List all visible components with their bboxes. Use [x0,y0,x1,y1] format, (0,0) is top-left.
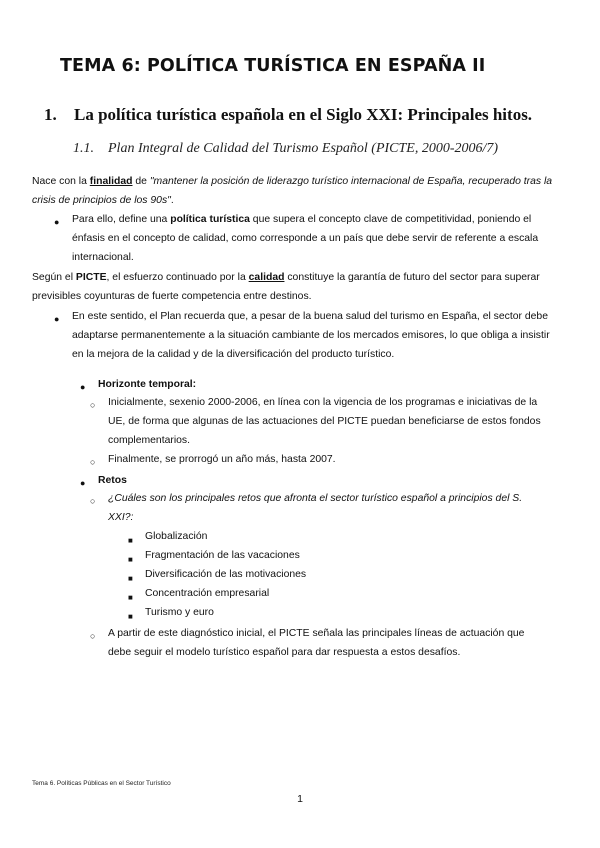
reto-item: Turismo y euro [145,607,214,618]
p1-end: . [170,195,174,206]
p1-quote: "mantener la posición de liderazgo turístico internacional de España, recuperado tras la crisis de principios de los 90s" [32,176,553,206]
p2-mid: , el esfuerzo continuado por la [106,272,249,283]
p2-pre: Según el [32,272,76,283]
retos-question: ¿Cuáles son los principales retos que afronta el sector turístico español a principios del S. XXI?: [108,493,523,523]
section-heading [44,105,532,125]
bullet-dot-icon: ● [54,217,60,227]
bullet-square-icon: ■ [128,536,133,545]
page-number: 1 [297,793,303,805]
b1-pre: Para ello, define una [72,214,171,225]
p2-term2: calidad [248,272,285,283]
p2-term1: PICTE [75,272,107,283]
bullet-square-icon: ■ [128,555,133,564]
subsection-text: Plan Integral de Calidad del Turismo Español (PICTE, 2000-2006/7) [108,141,499,156]
bullet-plan: En este sentido, el Plan recuerda que, a pesar de la buena salud del turismo en España, el sector debe adaptarse permanentemente a la situación cambiante de los mercados emisores, lo que obliga a insistir en la mejora de la calidad y de la diversificación del producto turístico. [72,311,550,360]
b1-term: política turística [170,214,250,225]
horizonte-item-2: Finalmente, se prorrogó un año más, hasta 2007. [108,454,336,465]
bullet-dot-icon: ● [80,382,86,392]
bullet-square-icon: ■ [128,574,133,583]
reto-item: Fragmentación de las vacaciones [145,550,300,561]
p1-term: finalidad [89,176,133,187]
horizonte-item-1: Inicialmente, sexenio 2000-2006, en línea con la vigencia de los programas e iniciativas de la UE, de forma que algunas de las actuaciones del PICTE puedan beneficiarse de estos fondos complementarios. [108,397,541,446]
bullet-circle-icon: ○ [90,496,96,506]
retos-label: Retos [98,475,127,486]
p1-mid: de [132,176,150,187]
subsection-number: 1.1. [73,141,94,156]
bullet-square-icon: ■ [128,593,133,602]
bullet-dot-icon: ● [54,314,60,324]
p2-post: constituye la garantía de futuro del sector para superar previsibles coyunturas de fuerte competencia entre destinos. [32,272,540,302]
bullet-circle-icon: ○ [90,400,96,410]
page-footer: Tema 6. Políticas Públicas en el Sector Turístico [32,780,171,787]
reto-item: Diversificación de las motivaciones [145,569,307,580]
section-text: La política turística española en el Siglo XXI: Principales hitos. [74,105,533,124]
subsection-heading [73,141,498,157]
b1-post: que supera el concepto clave de competitividad, poniendo el énfasis en el concepto de calidad, como corresponde a un país que debe servir de referente a escala internacional. [72,214,539,263]
bullet-circle-icon: ○ [90,631,96,641]
bullet-dot-icon: ● [80,478,86,488]
picte-paragraph [32,268,562,306]
retos-conclusion: A partir de este diagnóstico inicial, el PICTE señala las principales líneas de actuación que debe seguir el modelo turístico español para dar respuesta a estos desafíos. [108,628,525,658]
reto-item: Globalización [145,531,208,542]
bullet-circle-icon: ○ [90,457,96,467]
horizonte-label: Horizonte temporal: [98,379,197,390]
bullet-politica [72,210,550,267]
section-number: 1. [44,105,57,124]
page-title: TEMA 6: POLÍTICA TURÍSTICA EN ESPAÑA II [60,56,486,76]
intro-paragraph [32,172,562,210]
bullet-square-icon: ■ [128,612,133,621]
p1-pre: Nace con la [32,176,90,187]
reto-item: Concentración empresarial [145,588,270,599]
